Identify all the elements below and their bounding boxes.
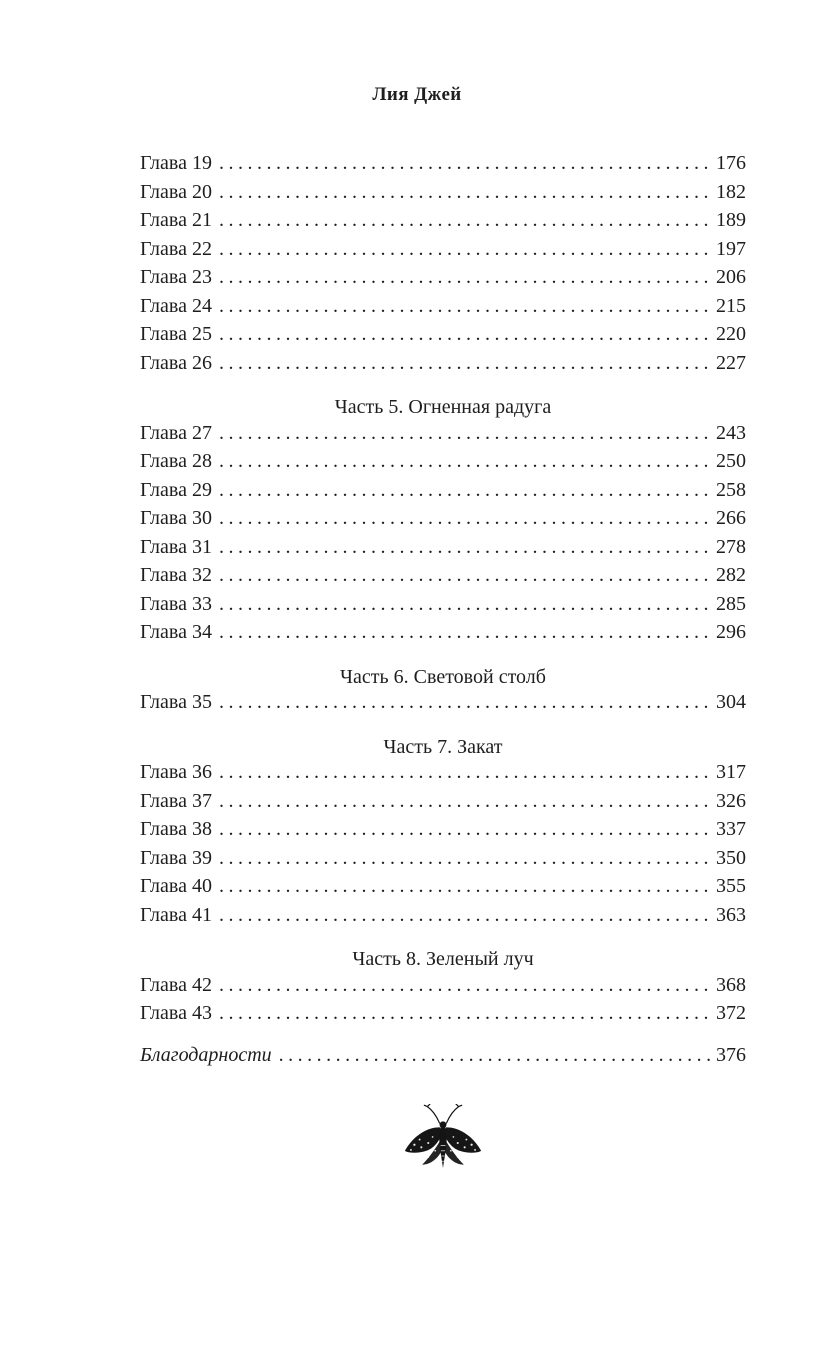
dot-leader (219, 593, 713, 616)
toc-entry-page: 206 (716, 266, 746, 288)
toc-entry (140, 847, 746, 876)
dot-leader (219, 450, 713, 473)
toc-entry-label: Глава 29 (140, 478, 212, 501)
toc-entry-label: Глава 34 (140, 621, 212, 643)
dot-leader (219, 790, 713, 813)
toc-entry (140, 536, 746, 565)
toc-entry-page: 278 (716, 535, 746, 558)
toc-entry (140, 323, 746, 352)
dot-leader (279, 1044, 713, 1067)
dot-leader (219, 847, 713, 870)
dot-leader (219, 209, 713, 232)
toc-entry-page: 176 (716, 152, 746, 174)
dot-leader (219, 479, 713, 502)
moth-antenna-right (446, 1107, 458, 1123)
toc-entry-label: Глава 24 (140, 294, 212, 317)
toc-entry-page: 363 (716, 903, 746, 926)
toc-entry-page: 376 (716, 1043, 746, 1066)
dot-leader (219, 507, 713, 530)
toc-entry-page: 337 (716, 818, 746, 840)
toc-entry (140, 422, 746, 451)
toc-entry (140, 152, 746, 181)
dot-leader (219, 904, 713, 927)
toc-entry-label: Глава 35 (140, 691, 212, 713)
toc-entry-page: 243 (716, 421, 746, 444)
toc-entry-label: Глава 37 (140, 789, 212, 812)
dot-leader (219, 266, 713, 289)
toc-entry-label: Глава 23 (140, 266, 212, 288)
toc-entry-label: Глава 32 (140, 564, 212, 586)
moth-antenna-left (427, 1107, 439, 1123)
table-of-contents (140, 152, 746, 1072)
toc-entry (140, 974, 746, 1003)
toc-entry-label: Благодарности (140, 1043, 272, 1066)
toc-entry-label: Глава 38 (140, 818, 212, 840)
toc-section-heading: Часть 7. Закат (383, 735, 503, 758)
toc-entry-page: 220 (716, 323, 746, 345)
toc-entry-page: 189 (716, 209, 746, 231)
dot-leader (219, 152, 713, 175)
dot-leader (219, 818, 713, 841)
toc-entry-label: Глава 20 (140, 180, 212, 203)
toc-entry-label: Глава 28 (140, 450, 212, 472)
toc-entry-page: 304 (716, 691, 746, 713)
toc-entry-page: 355 (716, 875, 746, 897)
dot-leader (219, 974, 713, 997)
dot-leader (219, 564, 713, 587)
toc-entry-label: Глава 36 (140, 761, 212, 783)
toc-entry-page: 250 (716, 450, 746, 472)
toc-section-heading: Часть 6. Световой столб (340, 665, 546, 688)
toc-entry-page: 372 (716, 1002, 746, 1024)
toc-entry (140, 352, 746, 381)
toc-entry (140, 1002, 746, 1031)
dot-leader (219, 875, 713, 898)
toc-entry-label: Глава 27 (140, 421, 212, 444)
toc-entry-extra (140, 1044, 746, 1073)
toc-entry-page: 182 (716, 180, 746, 203)
toc-entry (140, 238, 746, 267)
toc-entry-label: Глава 33 (140, 592, 212, 615)
toc-entry (140, 691, 746, 720)
toc-entry (140, 790, 746, 819)
dot-leader (219, 621, 713, 644)
toc-entry (140, 621, 746, 650)
toc-entry-label: Глава 31 (140, 535, 212, 558)
toc-entry (140, 450, 746, 479)
toc-entry-page: 282 (716, 564, 746, 586)
dot-leader (219, 536, 713, 559)
running-head-author: Лия Джей (372, 84, 462, 105)
dot-leader (219, 238, 713, 261)
toc-entry-label: Глава 43 (140, 1002, 212, 1024)
dot-leader (219, 295, 713, 318)
dot-leader (219, 422, 713, 445)
toc-entry (140, 818, 746, 847)
dot-leader (219, 352, 713, 375)
toc-entry-label: Глава 41 (140, 903, 212, 926)
toc-entry-label: Глава 21 (140, 209, 212, 231)
moth-illustration-wrap (140, 1104, 746, 1187)
dot-leader (219, 181, 713, 204)
toc-entry-label: Глава 30 (140, 507, 212, 529)
toc-section-heading: Часть 8. Зеленый луч (352, 948, 534, 970)
toc-entry (140, 593, 746, 622)
dot-leader (219, 1002, 713, 1025)
toc-entry-label: Глава 42 (140, 973, 212, 996)
moth-icon (399, 1104, 487, 1182)
toc-entry (140, 875, 746, 904)
dot-leader (219, 761, 713, 784)
toc-entry-page: 326 (716, 789, 746, 812)
toc-entry-page: 285 (716, 592, 746, 615)
dot-leader (219, 691, 713, 714)
toc-entry-page: 197 (716, 237, 746, 260)
toc-entry-label: Глава 26 (140, 351, 212, 374)
toc-entry (140, 479, 746, 508)
toc-entry (140, 507, 746, 536)
toc-entry (140, 181, 746, 210)
toc-entry-page: 227 (716, 351, 746, 374)
toc-entry (140, 266, 746, 295)
dot-leader (219, 323, 713, 346)
toc-entry-page: 350 (716, 846, 746, 869)
toc-entry-page: 368 (716, 973, 746, 996)
toc-entry-label: Глава 19 (140, 152, 212, 174)
toc-entry-page: 266 (716, 507, 746, 529)
toc-entry (140, 761, 746, 790)
toc-section-heading: Часть 5. Огненная радуга (334, 396, 552, 418)
toc-entry (140, 904, 746, 933)
toc-entry (140, 209, 746, 238)
toc-entry-page: 317 (716, 761, 746, 783)
toc-entry-label: Глава 39 (140, 846, 212, 869)
toc-entry-page: 215 (716, 294, 746, 317)
toc-entry-label: Глава 25 (140, 323, 212, 345)
toc-entry-page: 296 (716, 621, 746, 643)
toc-entry-page: 258 (716, 478, 746, 501)
toc-entry (140, 295, 746, 324)
toc-entry (140, 564, 746, 593)
toc-entry-label: Глава 22 (140, 237, 212, 260)
toc-entry-label: Глава 40 (140, 875, 212, 897)
